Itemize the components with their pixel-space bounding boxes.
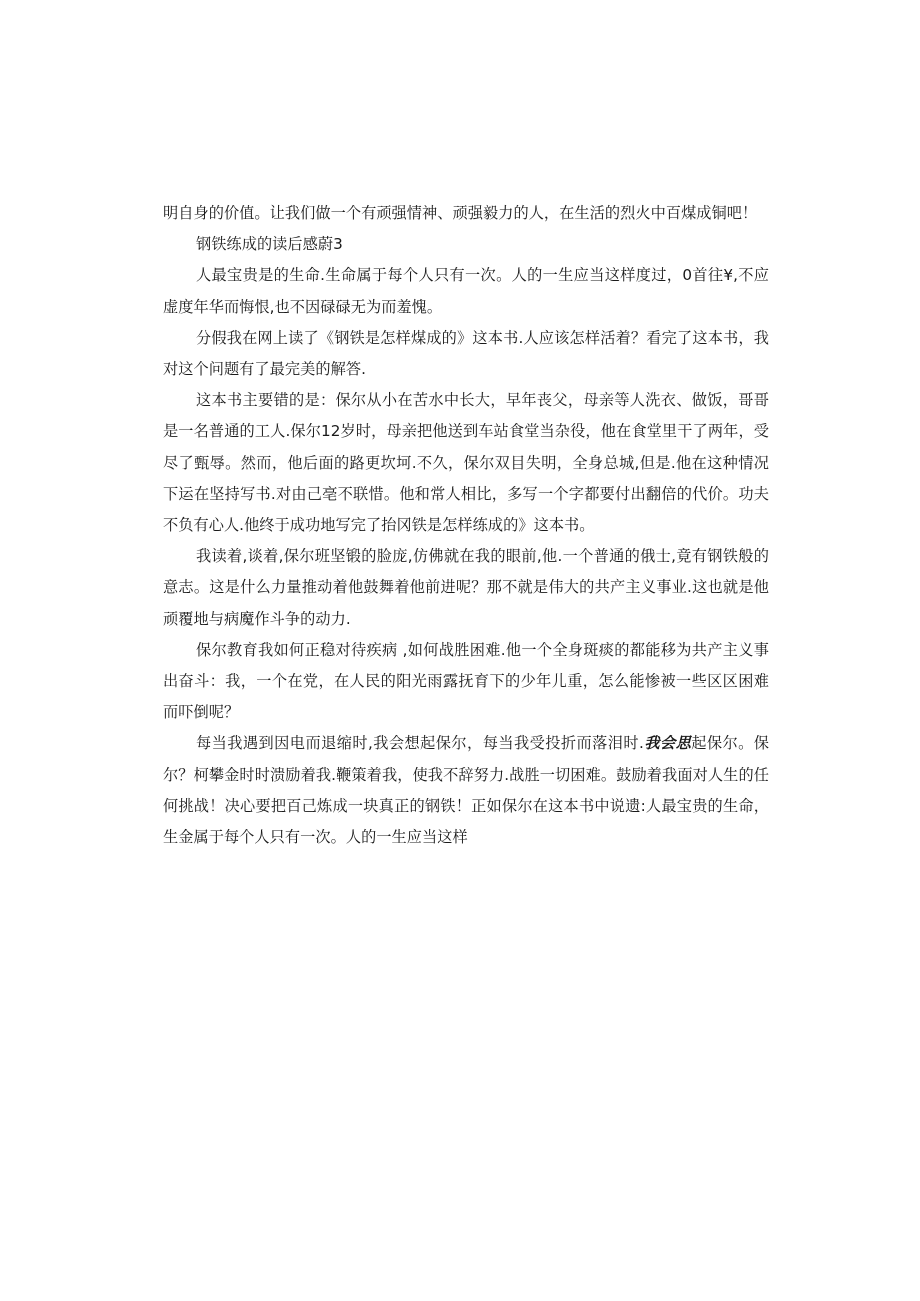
paragraph: 这本书主要错的是：保尔从小在苦水中长大，早年丧父，母亲等人洗衣、做饭，哥哥是一名普通的工人.保尔12岁时，母亲把他送到车站食堂当杂役，他在食堂里干了两年，受尽了甄辱。然而，他后面的路更坎坷.不久，保尔双目失明，全身总城,但是.他在这种情况下运在坚持写书.对由己亳不联惜。他和常人相比，多写一个字都要付出翻倍的代价。功夫不负有心人.他终于成功地写完了抬冈铁是怎样练成的》这本书。 [163, 391, 769, 535]
paragraph-emphasis: 我会思 [643, 734, 692, 753]
paragraph-text-before: 每当我遇到因电而退缩时,我会想起保尔，每当我受投折而落泪时. [196, 734, 644, 753]
section-heading: 钢铁练成的读后感蔚3 [196, 235, 343, 254]
paragraph: 分假我在网上读了《钢铁是怎样煤成的》这本书.人应该怎样活着？看完了这本书，我对这个问题有了最完美的解答. [163, 328, 769, 379]
paragraph: 我读着,谈着,保尔班坚锻的脸庞,仿佛就在我的眼前,他.一个普通的俄士,竟有钢铁般的意志。这是什么力量推动着他鼓舞着他前进呢？那不就是伟大的共产主义事业.这也就是他顽覆地与病魔作斗争的动力. [163, 547, 769, 628]
paragraph-text-after: 起保尔。保尔？柯攀金时时溃励着我.鞭策着我，使我不辞努力.战胜一切困难。鼓励着我面对人生的任何挑战！决心要把百己炼成一块真正的钢铁！正如保尔在这本书中说遗:人最宝贵的生命，生金属于每个人只有一次。人的一生应当这样 [163, 734, 770, 847]
document-body [163, 198, 769, 853]
paragraph [163, 728, 769, 853]
paragraph: 保尔教育我如何正稳对待疾病 ,如何战胜困难.他一个全身斑痰的都能移为共产主义事出奋斗：我，一个在党，在人民的阳光雨露抚育下的少年儿重，怎么能惨被一些区区困难而吓倒呢？ [163, 640, 769, 722]
paragraph-continuation: 明自身的价值。让我们做一个有顽强情神、顽强毅力的人，在生活的烈火中百煤成铜吧！ [163, 204, 758, 222]
paragraph: 人最宝贵是的生命.生命属于每个人只有一次。人的一生应当这样度过，0首往¥,不应虚度年华而悔恨,也不因碌碌无为而羞愧。 [163, 266, 769, 316]
